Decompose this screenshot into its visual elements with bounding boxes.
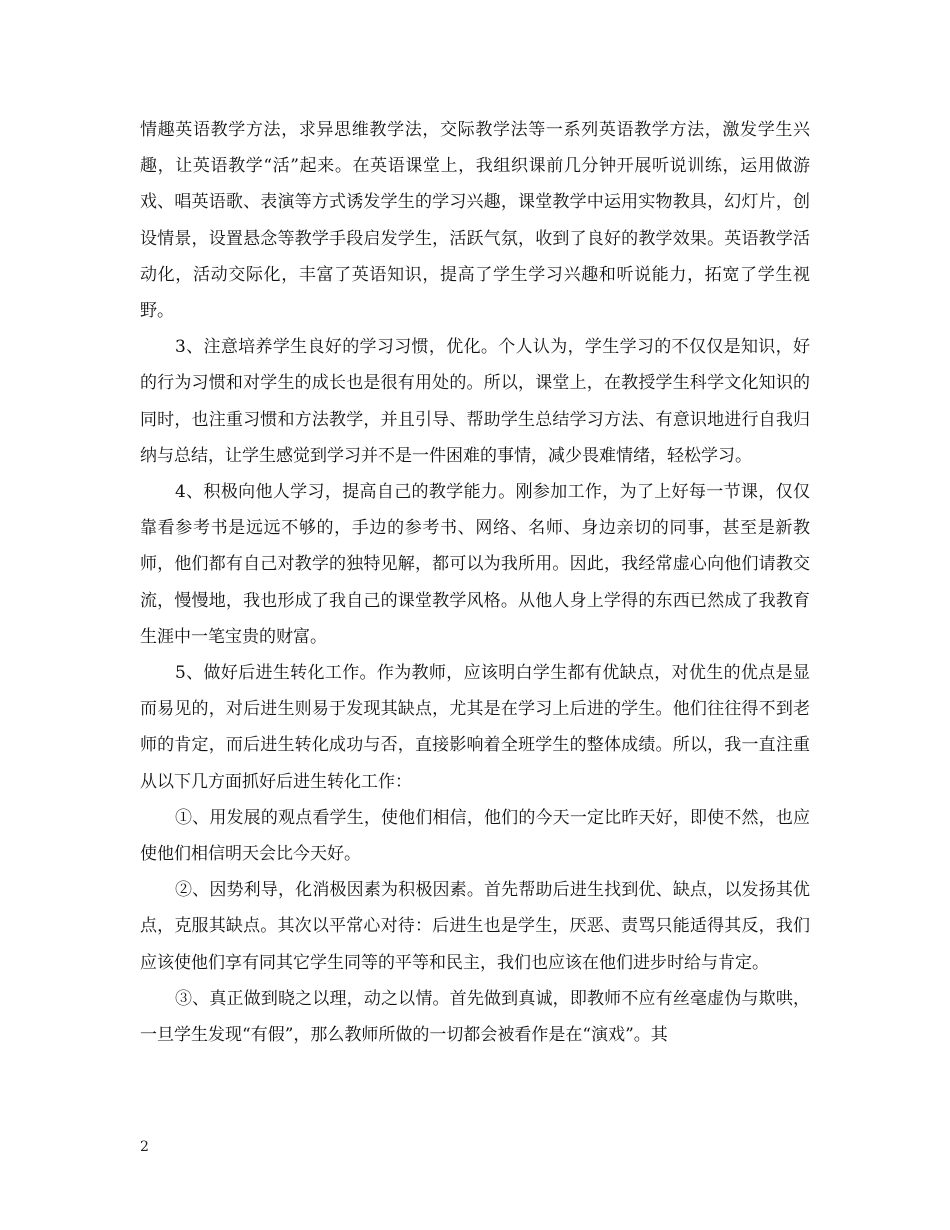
paragraph-6: ②、因势利导，化消极因素为积极因素。首先帮助后进生找到优、缺点，以发扬其优点，克服其缺点。其次以平常心对待：后进生也是学生，厌恶、责骂只能适得其反，我们应该使他们享有同其它学生同等的平等和民主，我们也应该在他们进步时给与肯定。 bbox=[140, 880, 810, 973]
paragraph-1: 情趣英语教学方法，求异思维教学法，交际教学法等一系列英语教学方法，激发学生兴趣，让英语教学“活”起来。在英语课堂上，我组织课前几分钟开展听说训练，运用做游戏、唱英语歌、表演等方式诱发学生的学习兴趣，课堂教学中运用实物教具，幻灯片，创设情景，设置悬念等教学手段启发学生，活跃气氛，收到了良好的教学效果。英语教学活动化，活动交际化，丰富了英语知识，提高了学生学习兴趣和听说能力，拓宽了学生视野。 bbox=[140, 120, 810, 322]
paragraph-5: ①、用发展的观点看学生，使他们相信，他们的今天一定比昨天好，即使不然，也应使他们相信明天会比今天好。 bbox=[140, 807, 810, 865]
paragraph-2: 3、注意培养学生良好的学习习惯，优化。个人认为，学生学习的不仅仅是知识，好的行为习惯和对学生的成长也是很有用处的。所以，课堂上，在教授学生科学文化知识的同时，也注重习惯和方法教学，并且引导、帮助学生总结学习方法、有意识地进行自我归纳与总结，让学生感觉到学习并不是一件困难的事情，减少畏难情绪，轻松学习。 bbox=[140, 337, 810, 466]
paragraph-4: 5、做好后进生转化工作。作为教师，应该明白学生都有优缺点，对优生的优点是显而易见的，对后进生则易于发现其缺点，尤其是在学习上后进的学生。他们往往得不到老师的肯定，而后进生转化成功与否，直接影响着全班学生的整体成绩。所以，我一直注重从以下几方面抓好后进生转化工作： bbox=[140, 663, 810, 792]
body-text bbox=[140, 112, 810, 1053]
paragraph-3: 4、积极向他人学习，提高自己的教学能力。刚参加工作，为了上好每一节课，仅仅靠看参考书是远远不够的，手边的参考书、网络、名师、身边亲切的同事，甚至是新教师，他们都有自己对教学的独特见解，都可以为我所用。因此，我经常虚心向他们请教交流，慢慢地，我也形成了我自己的课堂教学风格。从他人身上学得的东西已然成了我教育生涯中一笔宝贵的财富。 bbox=[140, 482, 810, 647]
paragraph-7: ③、真正做到晓之以理，动之以情。首先做到真诚，即教师不应有丝毫虚伪与欺哄，一旦学生发现“有假”，那么教师所做的一切都会被看作是在“演戏”。其 bbox=[140, 988, 810, 1046]
page-number: 2 bbox=[140, 1139, 149, 1155]
